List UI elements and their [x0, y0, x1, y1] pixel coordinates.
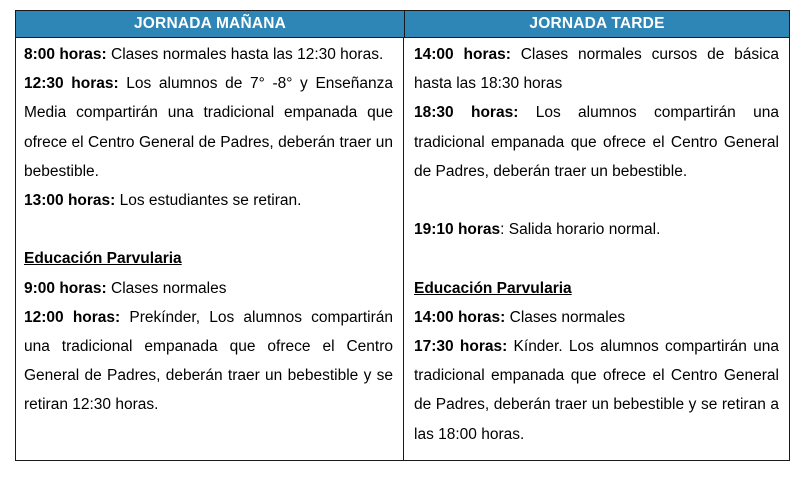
spacer	[24, 215, 393, 244]
entry-text: Los estudiantes se retiran.	[115, 192, 302, 210]
entry-time: 18:30 horas:	[414, 104, 519, 122]
entry-text: Clases normales hasta las 12:30 horas.	[106, 46, 384, 63]
entry-text: Los alumnos de 7° -8° y Enseñanza Media compartirán una tradicional empanada que ofrece el Centro General de Padres, deberán traer un bebestible.	[24, 75, 393, 180]
entry-time: 12:00 horas:	[24, 308, 121, 326]
entry-time: 17:30 horas:	[414, 338, 508, 355]
afternoon-section-heading	[414, 274, 779, 303]
table-body-row	[16, 37, 789, 460]
morning-entry-2	[24, 69, 393, 186]
entry-time: 12:30 horas:	[24, 75, 119, 93]
spacer	[414, 186, 779, 215]
afternoon-entry-4	[414, 303, 779, 332]
entry-time: 14:00 horas:	[414, 46, 511, 63]
afternoon-entry-2	[414, 98, 779, 186]
spacer	[414, 244, 779, 273]
schedule-table	[15, 10, 790, 461]
entry-time: 13:00 horas:	[24, 192, 116, 210]
afternoon-entry-5	[414, 332, 779, 449]
morning-entry-1	[24, 40, 393, 69]
header-morning: JORNADA MAÑANA	[16, 11, 405, 37]
entry-text: : Salida horario normal.	[500, 221, 661, 239]
entry-time: 19:10 horas	[414, 221, 501, 239]
afternoon-column	[404, 38, 789, 460]
entry-text: Clases normales	[505, 308, 626, 326]
afternoon-entry-3	[414, 215, 779, 244]
entry-text: Clases normales cursos de básica hasta las 18:30 horas	[414, 46, 779, 93]
entry-text: Kínder. Los alumnos compartirán una tradicional empanada que ofrece el Centro General de Padres, deberán traer un bebestible y se retiran a las 18:00 horas.	[414, 338, 779, 443]
entry-time: 14:00 horas:	[414, 308, 506, 326]
morning-entry-5	[24, 303, 393, 420]
entry-time: 9:00 horas:	[24, 279, 107, 297]
entry-text: Prekínder, Los alumnos compartirán una tradicional empanada que ofrece el Centro General de Padres, deberán traer un bebestible y se retiran 12:30 horas.	[24, 308, 393, 414]
entry-time: 8:00 horas:	[24, 46, 107, 63]
entry-text: Clases normales	[106, 279, 227, 297]
morning-section-heading	[24, 244, 393, 273]
section-title: Educación Parvularia	[414, 279, 572, 297]
header-afternoon: JORNADA TARDE	[405, 11, 789, 37]
morning-entry-4	[24, 274, 393, 303]
section-title: Educación Parvularia	[24, 250, 182, 268]
morning-entry-3	[24, 186, 393, 215]
morning-column	[16, 38, 404, 460]
table-header-row	[16, 11, 789, 37]
afternoon-entry-1	[414, 40, 779, 98]
entry-text: Los alumnos compartirán una tradicional empanada que ofrece el Centro General de Padres, deberán traer un bebestible.	[414, 104, 779, 180]
